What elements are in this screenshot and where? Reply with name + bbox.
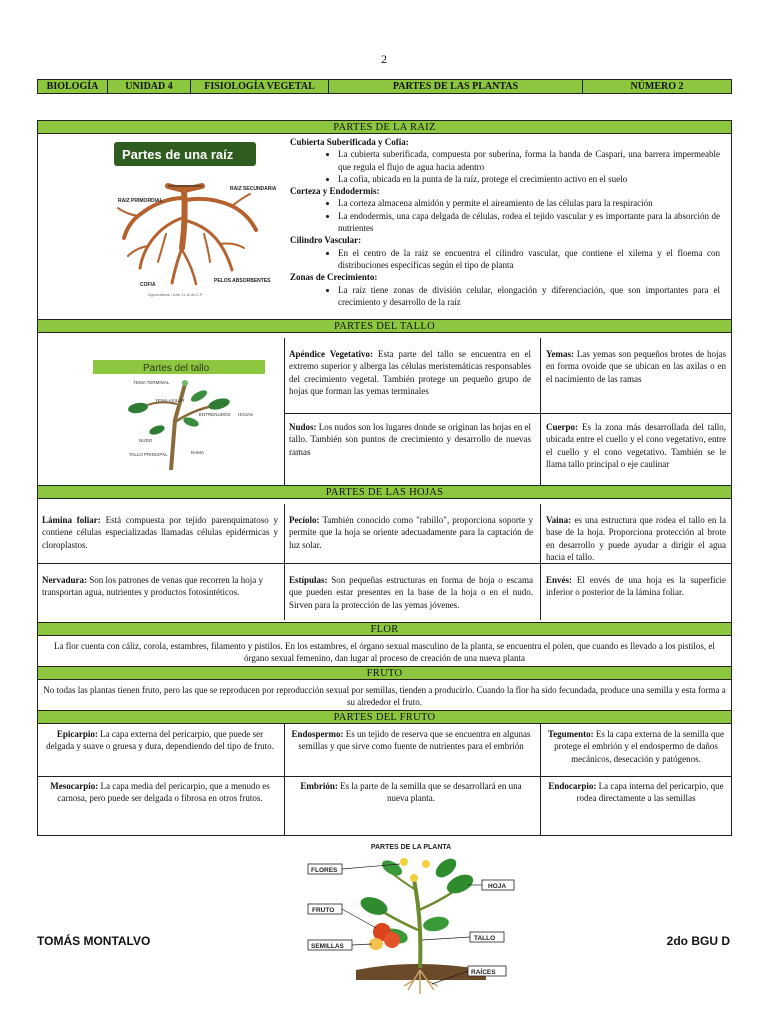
root-image-credit: Agrocultivos / Arte 1L & dir.C.P bbox=[148, 292, 203, 297]
definition: La capa interna del pericarpio, que rodea directamente a las semillas bbox=[576, 781, 724, 804]
header-topic: FISIOLOGÍA VEGETAL bbox=[191, 80, 329, 94]
term: Epicarpio: bbox=[56, 729, 98, 739]
stem-diagram-image bbox=[93, 360, 265, 470]
fruit-mesocarp bbox=[42, 780, 278, 805]
term: Endospermo: bbox=[291, 729, 344, 739]
definition: Son pequeñas estructuras en forma de hoja o escama que pueden estar presentes en la base de la hoja o en el nudo. Sirven para la protección de las yemas jóvenes. bbox=[289, 575, 533, 610]
root-heading-vascular: Cilindro Vascular: bbox=[290, 235, 362, 246]
root-heading-growth: Zonas de Crecimiento: bbox=[290, 272, 378, 283]
fruit-text: No todas las plantas tienen fruto, pero las que se reproducen por reproducción sexual por semillas, tienden a producirlo. Cuando la flor ha sido fecundada, produce una semilla y esta forma a su alrededor el fruto. bbox=[43, 685, 726, 708]
definition: Está compuesta por tejido parenquimatoso y contiene células especializadas llamadas células epidérmicas y cloroplastos. bbox=[42, 515, 278, 550]
list-item: • La raíz tiene zonas de división celular, elongación y diferenciación, que son importantes para el crecimiento y desarrollo de la raíz bbox=[338, 284, 720, 309]
leaves-section-title: PARTES DE LAS HOJAS bbox=[37, 485, 732, 499]
definition: Es un tejido de reserva que se encuentra en algunas semillas y que sirve como fuente de nutrientes para el embrión bbox=[298, 729, 531, 752]
list-item: • La cubierta suberificada, compuesta por suberina, forma la banda de Caspari, una barrera impermeable que regula el flujo de agua hacia adentro bbox=[338, 148, 720, 173]
definition: Es la capa externa de la semilla que protege el embrión y el endospermo de daños mecánicos, desecación y patógenos. bbox=[554, 729, 725, 764]
leaf-veins bbox=[42, 574, 282, 599]
term: Nudos: bbox=[289, 422, 317, 432]
term: Vaina: bbox=[546, 515, 572, 525]
flower-section-title: FLOR bbox=[37, 622, 732, 636]
leaf-stipules bbox=[289, 574, 533, 611]
leaf-petiole bbox=[289, 514, 533, 551]
list-item: • En el centro de la raíz se encuentra el cilindro vascular, que contiene el xilema y el floema con distribuciones específicas según el tipo de planta bbox=[338, 247, 720, 272]
flower-text: La flor cuenta con cáliz, corola, estambres, filamento y pistilos. En los estambres, el órgano sexual masculino de la planta, se encuentra el polen, que cuando es llevado a los pistilos, el órgano sexual femenino, dan lugar al proceso de creación de una nueva planta bbox=[54, 641, 715, 664]
fruit-embryo bbox=[289, 780, 533, 805]
leaf-underside bbox=[546, 574, 726, 599]
term: Yemas: bbox=[546, 349, 574, 359]
list-item: • La corteza almacena almidón y permite el aireamiento de las células para la respiración bbox=[338, 197, 720, 209]
root-diagram-image bbox=[110, 138, 280, 298]
definition: Los nudos son los lugares donde se originan las hojas en el tallo. También son puntos de crecimiento y desarrollo de nuevas ramas bbox=[289, 422, 531, 457]
term: Lámina foliar: bbox=[42, 515, 101, 525]
label-root-hairs: PELOS ABSORBENTES bbox=[214, 278, 271, 284]
course-label: 2do BGU D bbox=[666, 934, 730, 948]
root-heading-cover: Cubierta Suberificada y Cofia: bbox=[290, 137, 409, 147]
term: Pecíolo: bbox=[289, 515, 320, 525]
root-text-block bbox=[290, 136, 720, 308]
page-number: 2 bbox=[381, 52, 387, 66]
label-primary-root: RAIZ PRIMORDIAL bbox=[118, 198, 163, 204]
stem-diagram-title: Partes del tallo bbox=[143, 363, 210, 374]
stem-label-branch: RAMA bbox=[191, 450, 205, 455]
stem-body bbox=[546, 421, 726, 471]
definition: La capa externa del pericarpio, que puede ser delgada y suave o gruesa y dura, dependiendo del tipo de fruto. bbox=[46, 729, 274, 752]
stem-nodes bbox=[289, 421, 531, 458]
plant-label-roots: RAÍCES bbox=[471, 969, 496, 976]
root-heading-cortex: Corteza y Endodermis: bbox=[290, 186, 380, 197]
label-root-cap: COFIA bbox=[140, 282, 156, 288]
fruit-endocarp bbox=[546, 780, 726, 805]
plant-label-leaf: HOJA bbox=[488, 883, 507, 890]
plant-parts-image bbox=[296, 840, 526, 1000]
fruit-parts-section-title: PARTES DEL FRUTO bbox=[37, 710, 732, 724]
root-section-title: PARTES DE LA RAIZ bbox=[37, 120, 732, 134]
fruit-epicarp bbox=[42, 728, 278, 753]
term: Tegumento: bbox=[547, 729, 594, 739]
definition: Las yemas son pequeños brotes de hojas en forma ovoide que se ubican en las axilas o en el nacimiento de las ramas bbox=[546, 349, 726, 384]
definition: La capa media del pericarpio, que a menudo es carnosa, pero puede ser delgada o fibrosa en otros frutos. bbox=[57, 781, 270, 804]
header-unit: UNIDAD 4 bbox=[108, 80, 191, 94]
plant-label-stem: TALLO bbox=[474, 935, 496, 942]
term: Nervadura: bbox=[42, 575, 87, 585]
term: Apéndice Vegetativo: bbox=[289, 349, 373, 359]
author-name: TOMÁS MONTALVO bbox=[37, 934, 151, 948]
stem-label-bud: YEMA TERMINAL bbox=[133, 380, 170, 385]
header-lesson: PARTES DE LAS PLANTAS bbox=[329, 80, 583, 94]
plant-image-title: PARTES DE LA PLANTA bbox=[370, 844, 452, 851]
term: Embrión: bbox=[300, 781, 338, 791]
root-diagram-title: Partes de una raíz bbox=[122, 147, 234, 162]
stem-label-axillary: YEMA AXILAR bbox=[155, 398, 185, 403]
fruit-section-title: FRUTO bbox=[37, 666, 732, 680]
term: Mesocarpio: bbox=[50, 781, 99, 791]
definition: Son los patrones de venas que recorren la hoja y transportan agua, nutrientes y productos fotosintéticos. bbox=[42, 575, 263, 598]
definition: Esta parte del tallo se encuentra en el extremo superior y alberga las células meristemáticas responsables del crecimiento vegetal. También protege un pequeño grupo de hojas que forman las yemas terminales bbox=[289, 349, 531, 397]
stem-label-main: TALLO PRINCIPAL bbox=[129, 452, 168, 457]
stem-section-title: PARTES DEL TALLO bbox=[37, 319, 732, 333]
definition: Es la parte de la semilla que se desarrollará en una nueva planta. bbox=[337, 781, 522, 804]
stem-label-leaves: HOJAS bbox=[238, 412, 254, 417]
plant-label-flowers: FLORES bbox=[311, 867, 338, 874]
fruit-tegument bbox=[546, 728, 726, 765]
definition: El envés de una hoja es la superficie inferior o posterior de la lámina foliar. bbox=[546, 575, 726, 598]
list-item: • La endodermis, una capa delgada de células, rodea el tejido vascular y es importante para la absorción de nutrientes bbox=[338, 210, 720, 235]
stem-label-node: NUDO bbox=[139, 438, 153, 443]
term: Cuerpo: bbox=[546, 422, 578, 432]
stem-label-internodes: ENTRENUDOS bbox=[199, 412, 231, 417]
term: Envés: bbox=[546, 575, 573, 585]
fruit-endosperm bbox=[289, 728, 533, 753]
header-number: NÚMERO 2 bbox=[583, 80, 732, 94]
root-list-cover bbox=[290, 148, 720, 185]
list-item: • La cofia, ubicada en la punta de la raíz, protege el crecimiento activo en el suelo bbox=[338, 173, 720, 185]
root-list-growth bbox=[290, 284, 720, 309]
header-subject: BIOLOGÍA bbox=[38, 80, 108, 94]
label-secondary-root: RAIZ SECUNDARIA bbox=[230, 186, 277, 192]
root-list-cortex bbox=[290, 197, 720, 234]
leaf-blade bbox=[42, 514, 278, 551]
plant-label-fruit: FRUTO bbox=[312, 907, 335, 914]
definition: También conocido como "rabillo", proporciona soporte y permite que la hoja se oriente adecuadamente para la captación de luz solar. bbox=[289, 515, 533, 550]
leaf-sheath bbox=[546, 514, 726, 564]
plant-label-seeds: SEMILLAS bbox=[311, 943, 344, 950]
header-table bbox=[37, 79, 732, 94]
definition: es una estructura que rodea el tallo en la base de la hoja. Proporciona protección al brote en desarrollo y puede ayudar a dirigir el agua hacia el tallo. bbox=[546, 515, 726, 563]
term: Endocarpio: bbox=[548, 781, 597, 791]
stem-apex bbox=[289, 348, 531, 398]
stem-buds bbox=[546, 348, 726, 385]
root-list-vascular bbox=[290, 247, 720, 272]
definition: Es la zona más desarrollada del tallo, ubicada entre el cuello y el cono vegetativo, entre el cuello y el cono vegetativo. También se le llama tallo principal o eje caulinar bbox=[546, 422, 726, 470]
term: Estípulas: bbox=[289, 575, 328, 585]
